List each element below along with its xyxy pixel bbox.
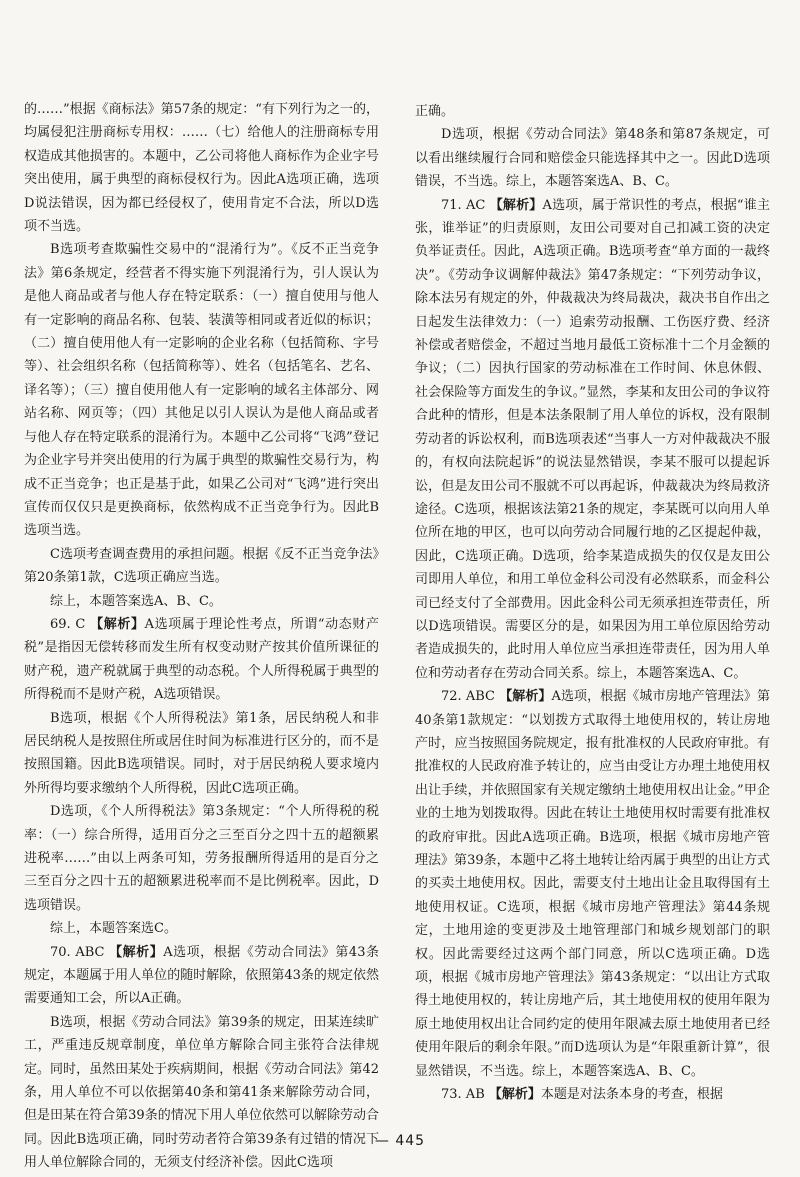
paragraph-text: 综上，本题答案选C。 [50, 921, 177, 937]
paragraph [415, 123, 770, 193]
paragraph-text: A选项，属于常识性的考点，根据“谁主张，谁举证”的归责原则，友田公司要对自己扣减工资的决定负举证责任。因此，A选项正确。B选项考查“单方面的一裁终决”。《劳动争议调解仲裁法》第47条规定：“下列劳动争议，除本法另有规定的外，仲裁裁决为终局裁决，裁决书自作出之日起发生法律效力：（一）追索劳动报酬、工伤医疗费、经济补偿或者赔偿金，不超过当地月最低工资标准十二个月金额的争议；（二）因执行国家的劳动标准在工作时间、休息休假、社会保险等方面发生的争议。”显然，李某和友田公司的争议符合此种的情形，但是本法条限制了用人单位的诉权，没有限制劳动者的诉讼权利，而B选项表述“当事人一方对仲裁裁决不服的，有权向法院起诉”的说法显然错误，李某不服可以提起诉讼，但是友田公司不服就不可以再起诉，仲裁裁决为终局救济途径。C选项，根据该法第21条的规定，李某既可以向用人单位所在地的甲区，也可以向劳动合同履行地的乙区提起仲裁，因此，C选项正确。D选项，给李某造成损失的仅仅是友田公司即用人单位，和用工单位金科公司没有必然联系，而金科公司已经支付了全部费用。因此金科公司无须承担连带责任，所以D选项错误。需要区分的是，如果因为用工单位原因给劳动者造成损失的，此时用人单位应当承担连带责任，因为用人单位和劳动者存在劳动合同关系。综上，本题答案选A、C。 [415, 197, 770, 681]
question-number: 71. AC [441, 197, 486, 213]
paragraph [24, 98, 379, 238]
paragraph-text: D选项，《个人所得税法》第3条规定：“个人所得税的税率：（一）综合所得，适用百分之三至百分之四十五的超额累进税率……”由以上两条可知，劳务报酬所得适用的是百分之三至百分之四十五的超额累进税率而不是比例税率。因此，D选项错误。 [24, 804, 379, 913]
question-number: 69. C [50, 616, 86, 632]
paragraph [415, 194, 770, 686]
paragraph [24, 941, 379, 1011]
paragraph [415, 685, 770, 1083]
paragraph-text: 综上，本题答案选A、B、C。 [50, 593, 222, 609]
page-number: — 445 [374, 1133, 426, 1149]
paragraph-text: A选项属于理论性考点，所谓“动态财产税”是指因无偿转移而发生所有权变动财产按其价值所课征的财产税，遗产税就属于典型的动态税。个人所得税属于典型的所得税而不是财产税，A选项错误。 [24, 616, 379, 703]
left-column [24, 98, 379, 1175]
paragraph-text: 的……”根据《商标法》第57条的规定：“有下列行为之一的，均属侵犯注册商标专用权：……（七）给他人的注册商标专用权造成其他损害的。本题中，乙公司将他人商标作为企业字号突出使用，属于典型的商标侵权行为。因此A选项正确，选项D说法错误，因为都已经侵权了，使用肯定不合法，所以D选项不当选。 [24, 102, 379, 235]
paragraph [24, 590, 379, 613]
paragraph-text: 本题是对法条本身的考查，根据 [540, 1087, 723, 1103]
analysis-tag: 【解析】 [109, 944, 164, 960]
paragraph [415, 1083, 770, 1106]
paragraph-text: A选项，根据《劳动合同法》第43条规定，本题属于用人单位的随时解除，依照第43条的规定依然需要通知工会，所以A正确。 [24, 944, 379, 1007]
analysis-tag: 【解析】 [499, 689, 552, 705]
paragraph-text: 正确。 [415, 104, 455, 119]
question-number: 72. ABC [441, 689, 496, 705]
paragraph [24, 543, 379, 590]
paragraph [24, 707, 379, 801]
paragraph-text: C选项考查调查费用的承担问题。根据《反不正当竞争法》第20条第1款，C选项正确应当选。 [24, 546, 379, 586]
paragraph [24, 800, 379, 917]
paragraph [415, 100, 770, 123]
paragraph [24, 1011, 379, 1175]
paragraph-text: D选项，根据《劳动合同法》第48条和第87条规定，可以看出继续履行合同和赔偿金只能选择其中之一。因此D选项错误，不当选。综上，本题答案选A、B、C。 [415, 127, 770, 190]
right-column [415, 100, 770, 1106]
paragraph-text: B选项，根据《个人所得税法》第1条，居民纳税人和非居民纳税人是按照住所或居住时间为标准进行区分的，而不是按照国籍。因此B选项错误。同时，对于居民纳税人要求境内外所得均要求缴纳个人所得税，因此C选项正确。 [24, 710, 379, 796]
question-number: 70. ABC [50, 944, 105, 960]
paragraph [24, 917, 379, 940]
paragraph-text: B选项考查欺骗性交易中的“混淆行为”。《反不正当竞争法》第6条规定，经营者不得实施下列混淆行为，引人误认为是他人商品或者与他人存在特定联系：（一）擅自使用与他人有一定影响的商品名称、包装、装潢等相同或者近似的标识；（二）擅自使用他人有一定影响的企业名称（包括简称、字号等）、社会组织名称（包括简称等）、姓名（包括笔名、艺名、译名等）；（三）擅自使用他人有一定影响的域名主体部分、网站名称、网页等；（四）其他足以引人误认为是他人商品或者与他人存在特定联系的混淆行为。本题中乙公司将“飞鸿”登记为企业字号并突出使用的行为属于典型的欺骗性交易行为，构成不正当竞争；也正是基于此，如果乙公司对“飞鸿”进行突出宣传而仅仅只是更换商标，依然构成不正当竞争行为。因此B选项当选。 [24, 242, 379, 539]
analysis-tag: 【解析】 [488, 1087, 541, 1103]
paragraph [24, 613, 379, 707]
question-number: 73. AB [441, 1087, 485, 1103]
analysis-tag: 【解析】 [489, 197, 543, 213]
paragraph [24, 238, 379, 542]
analysis-tag: 【解析】 [90, 616, 145, 632]
paragraph-text: B选项，根据《劳动合同法》第39条的规定，田某连续旷工，严重违反规章制度，单位单方解除合同主张符合法律规定。同时，虽然田某处于疾病期间，根据《劳动合同法》第42条，用人单位不可以依据第40条和第41条来解除劳动合同，但是田某在符合第39条的情况下用人单位依然可以解除劳动合同。因此B选项正确，同时劳动者符合第39条有过错的情况下用人单位解除合同的，无须支付经济补偿。因此C选项 [24, 1014, 379, 1171]
paragraph-text: A选项，根据《城市房地产管理法》第40条第1款规定：“以划拨方式取得土地使用权的，转让房地产时，应当按照国务院规定，报有批准权的人民政府审批。有批准权的人民政府准予转让的，应当由受让方办理土地使用权出让手续，并依照国家有关规定缴纳土地使用权出让金。”甲企业的土地为划拨取得。因此在转让土地使用权时需要有批准权的政府审批。因此A选项正确。B选项，根据《城市房地产管理法》第39条，本题中乙将土地转让给丙属于典型的出让方式的买卖土地使用权。因此，需要支付土地出让金且取得国有土地使用权证。C选项，根据《城市房地产管理法》第44条规定，土地用途的变更涉及土地管理部门和城乡规划部门的职权。因此需要经过这两个部门同意，所以C选项正确。D选项，根据《城市房地产管理法》第43条规定：“以出让方式取得土地使用权的，转让房地产后，其土地使用权的使用年限为原土地使用权出让合同约定的使用年限减去原土地使用者已经使用年限后的剩余年限。”而D选项认为是“年限重新计算”，很显然错误，不当选。综上，本题答案选A、B、C。 [415, 689, 770, 1079]
